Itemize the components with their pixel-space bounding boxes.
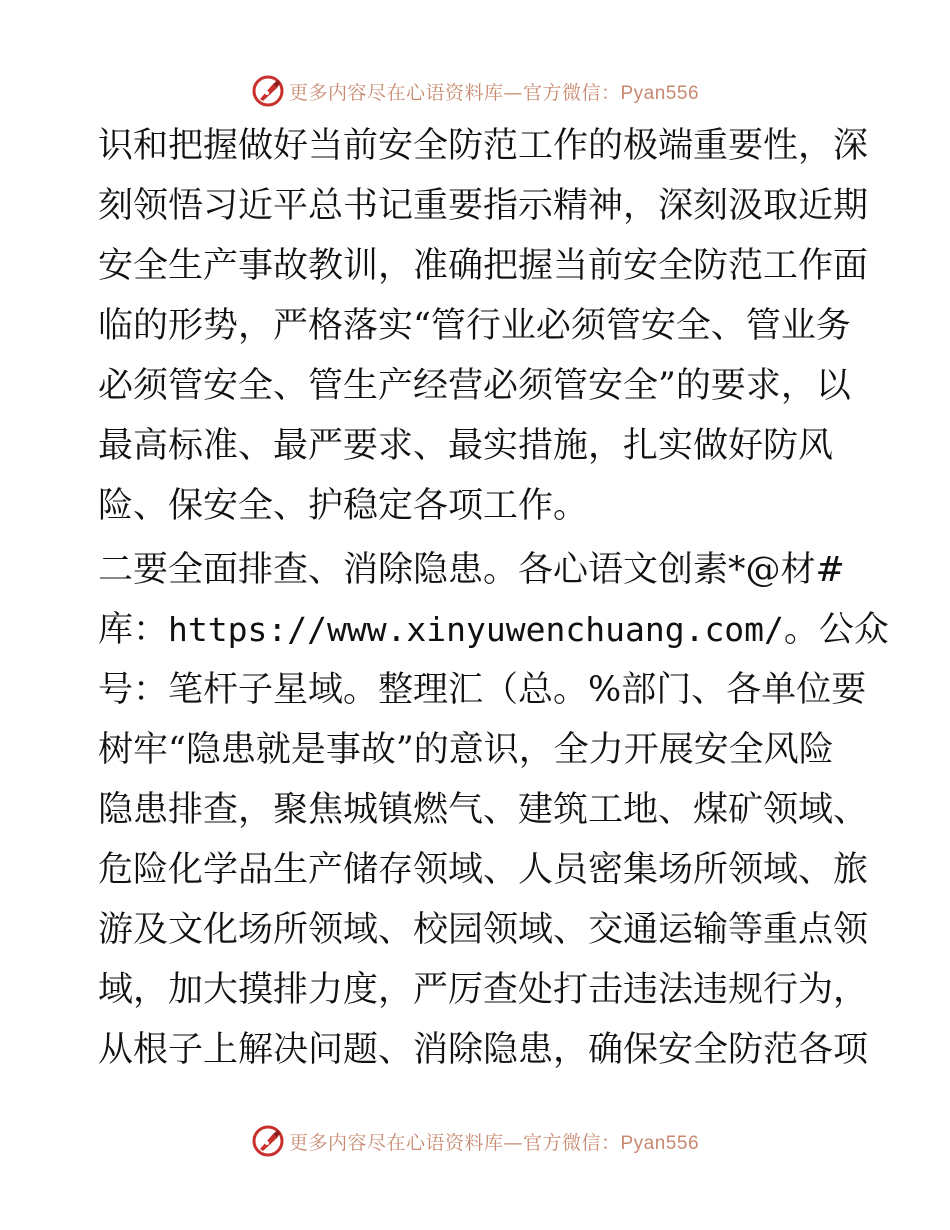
watermark-handle: Pyan556 [620,1132,700,1154]
text-line: 域，加大摸排力度，严厉查处打击违法违规行为， [98,970,869,1010]
text-line: 隐患排查，聚焦城镇燃气、建筑工地、煤矿领域、 [98,790,869,830]
text-line: 树牢“隐患就是事故”的意识，全力开展安全风险 [98,730,834,770]
watermark-handle: Pyan556 [620,82,700,104]
body-paragraph-2 [98,540,889,1080]
website-url: https://www.xinyuwenchuang.com/ [168,610,784,649]
text-line: 刻领悟习近平总书记重要指示精神，深刻汲取近期 [98,186,869,226]
pen-nib-logo-icon [251,1124,285,1158]
text-line: 二要全面排查、消除隐患。各心语文创素*@材# [98,550,845,590]
text-line: 安全生产事故教训，准确把握当前安全防范工作面 [98,246,869,286]
text-fragment: 库： [98,610,169,650]
text-line: 从根子上解决问题、消除隐患，确保安全防范各项 [98,1030,869,1070]
text-fragment: 。公众 [783,610,889,650]
text-line: 游及文化场所领域、校园领域、交通运输等重点领 [98,910,869,950]
pen-nib-logo-icon [251,74,285,108]
text-line: 号：笔杆子星域。整理汇（总。%部门、各单位要 [98,670,867,710]
text-line: 临的形势，严格落实“管行业必须管安全、管业务 [98,306,851,346]
body-paragraph-1 [98,116,869,536]
watermark-text: 更多内容尽在心语资料库—官方微信：Pyan556 [288,81,700,104]
header-watermark [0,71,950,111]
footer-watermark [0,1121,950,1161]
text-line: 识和把握做好当前安全防范工作的极端重要性，深 [98,126,869,166]
watermark-text: 更多内容尽在心语资料库—官方微信：Pyan556 [288,1131,700,1154]
text-line: 必须管安全、管生产经营必须管安全”的要求，以 [98,366,851,406]
text-line: 最高标准、最严要求、最实措施，扎实做好防风 [98,426,834,466]
text-line: 危险化学品生产储存领域、人员密集场所领域、旅 [98,850,869,890]
text-line-with-url [98,600,889,660]
text-line: 险、保安全、护稳定各项工作。 [98,486,589,526]
